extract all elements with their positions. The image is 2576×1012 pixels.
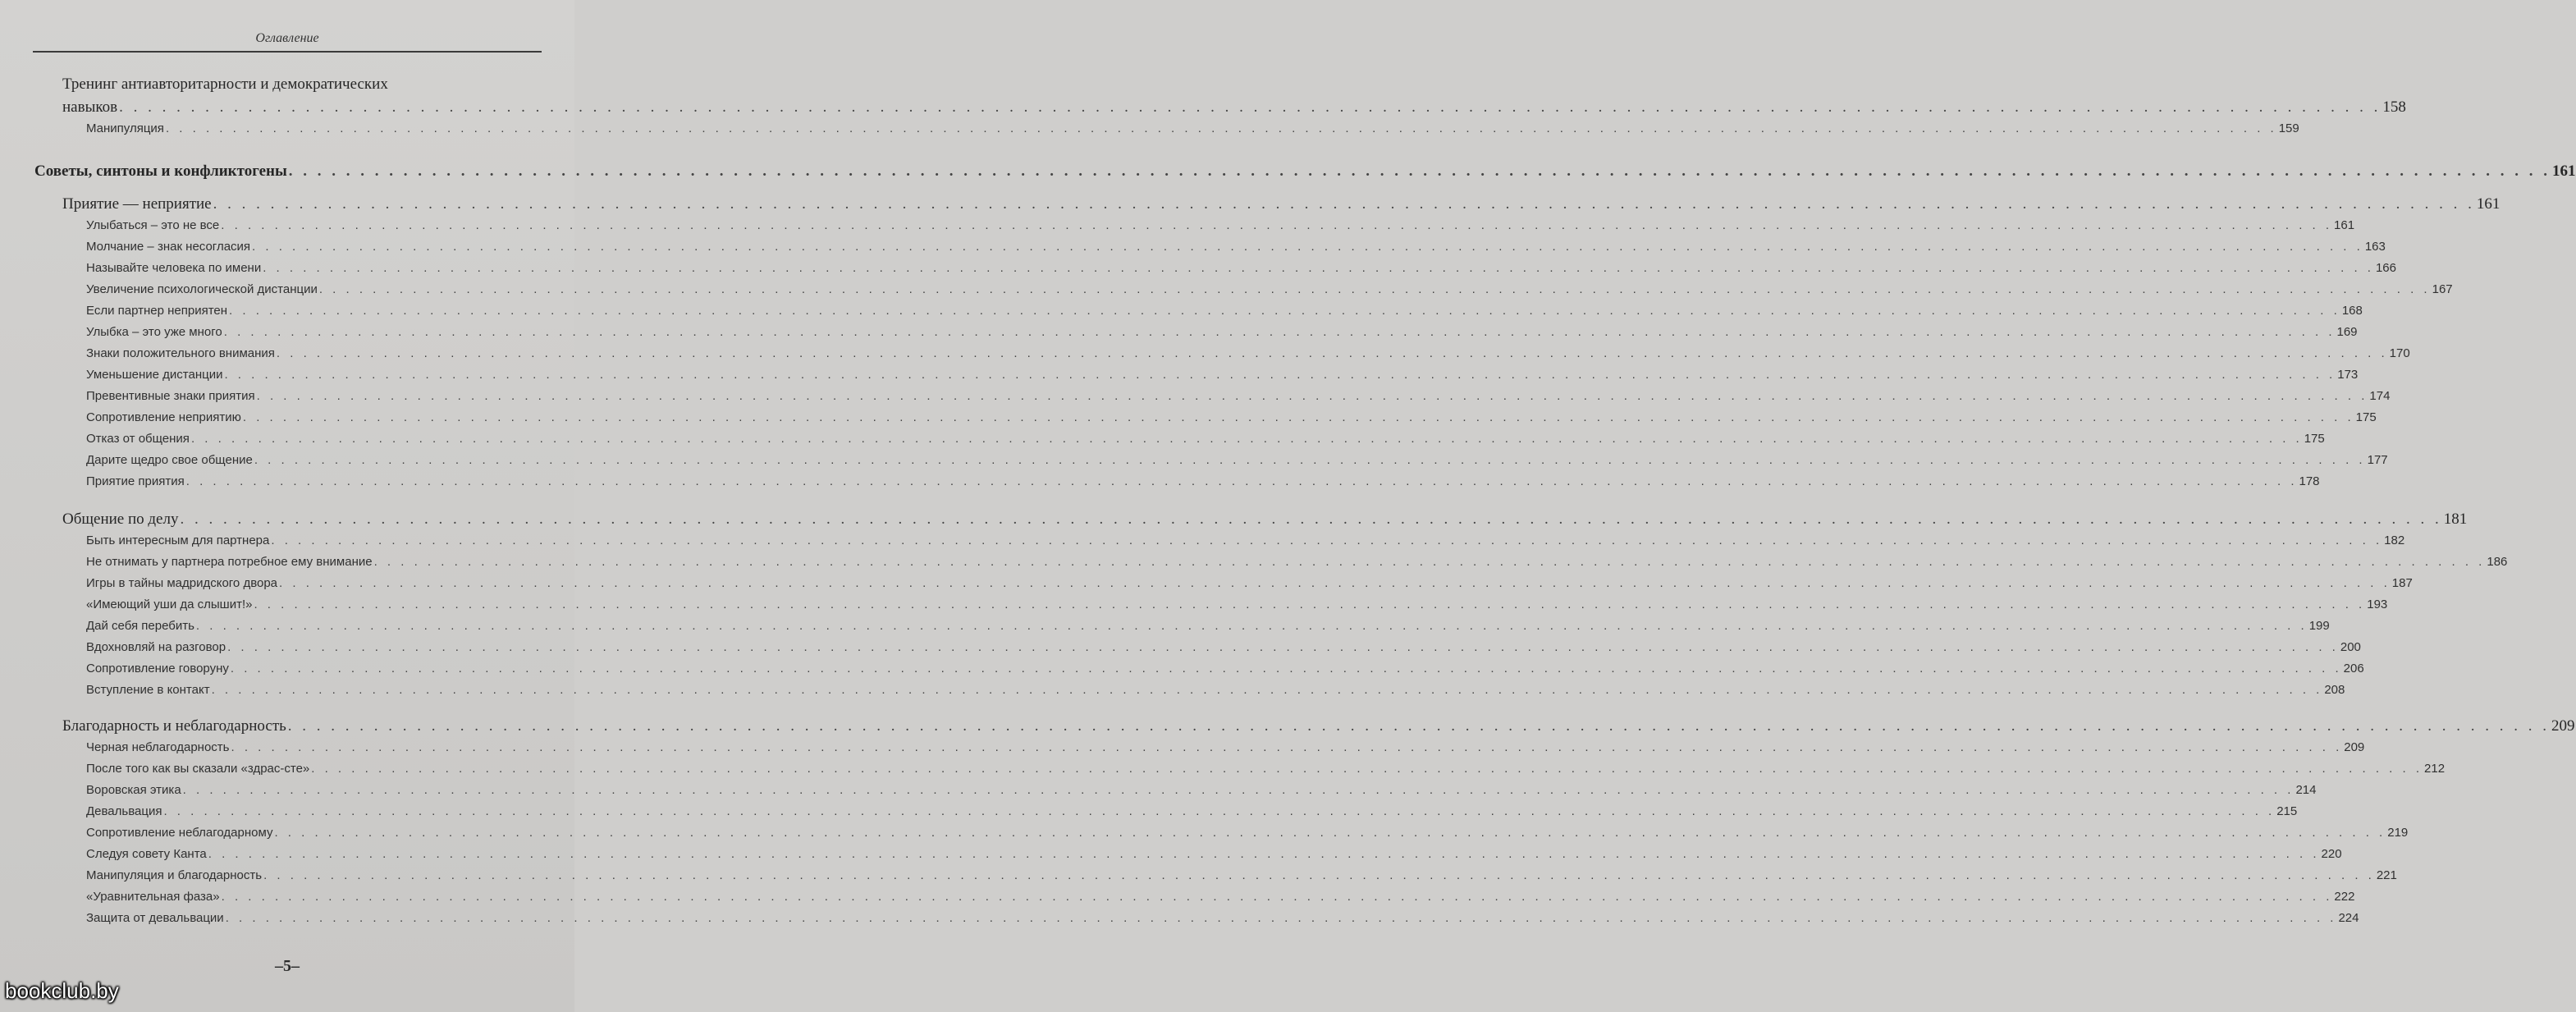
leader-dots xyxy=(277,346,2388,360)
toc-page-number: 163 xyxy=(2364,240,2386,254)
toc-chapter-title: Общение по делу xyxy=(62,511,179,528)
toc-item-title: Не отнимать у партнера потребное ему внимание xyxy=(86,555,373,569)
leader-dots xyxy=(311,762,2423,776)
toc-page-number: 208 xyxy=(2324,683,2345,697)
toc-chapter-title: Благодарность и неблагодарность xyxy=(62,717,286,735)
toc-item[interactable] xyxy=(86,576,2413,590)
toc-item[interactable] xyxy=(86,453,2388,467)
toc-item-title: Черная неблагодарность xyxy=(86,740,230,754)
toc-page-number: 215 xyxy=(2276,804,2298,818)
toc-item[interactable] xyxy=(86,640,2361,654)
toc-item[interactable] xyxy=(86,474,2320,488)
toc-page-number: 174 xyxy=(2369,389,2391,403)
toc-item[interactable] xyxy=(86,218,2355,232)
leader-dots xyxy=(163,804,2275,818)
toc-item-title: После того как вы сказали «здрас-сте» xyxy=(86,762,310,776)
toc-item[interactable] xyxy=(86,911,2359,925)
toc-item[interactable] xyxy=(86,389,2391,403)
toc-item[interactable] xyxy=(86,783,2317,797)
toc-page-number: 169 xyxy=(2336,325,2358,339)
leader-dots xyxy=(213,195,2475,213)
toc-item-title: Улыбаться – это не все xyxy=(86,218,220,232)
toc-item-title: Знаки положительного внимания xyxy=(86,346,275,360)
toc-page-number: 214 xyxy=(2295,783,2317,797)
leader-dots xyxy=(222,890,2333,904)
toc-item[interactable] xyxy=(86,662,2364,675)
toc-item[interactable] xyxy=(86,325,2358,339)
toc-chapter-training[interactable] xyxy=(62,98,2406,117)
leader-dots xyxy=(243,410,2354,424)
toc-page-number: 175 xyxy=(2355,410,2377,424)
toc-page-number: 168 xyxy=(2341,304,2363,318)
toc-item[interactable] xyxy=(86,121,2299,135)
watermark-text: bookclub.by xyxy=(5,978,119,1003)
toc-item-title: Вступление в контакт xyxy=(86,683,210,697)
toc-page-number: 170 xyxy=(2389,346,2410,360)
toc-item[interactable] xyxy=(86,240,2386,254)
toc-item-title: «Имеющий уши да слышит!» xyxy=(86,598,253,611)
toc-item[interactable] xyxy=(86,598,2388,611)
leader-dots xyxy=(180,511,2441,529)
toc-item[interactable] xyxy=(86,847,2342,861)
leader-dots xyxy=(319,282,2431,296)
toc-item[interactable] xyxy=(86,533,2405,547)
leader-dots xyxy=(227,640,2339,654)
toc-section[interactable] xyxy=(34,163,2576,181)
toc-item[interactable] xyxy=(86,804,2298,818)
toc-item[interactable] xyxy=(86,410,2377,424)
toc-item[interactable] xyxy=(86,555,2508,569)
toc-item[interactable] xyxy=(86,619,2330,633)
toc-item-title: Быть интересным для партнера xyxy=(86,533,270,547)
toc-item[interactable] xyxy=(86,826,2409,840)
toc-page-number: 181 xyxy=(2443,511,2468,528)
toc-page-number: 224 xyxy=(2338,911,2359,925)
toc-page-number: 199 xyxy=(2308,619,2330,633)
toc-item-title: Сопротивление неприятию xyxy=(86,410,241,424)
leader-dots xyxy=(186,474,2298,488)
toc-item[interactable] xyxy=(86,762,2446,776)
toc-item[interactable] xyxy=(86,683,2345,697)
toc-item[interactable] xyxy=(86,346,2410,360)
leader-dots xyxy=(254,598,2365,611)
leader-dots xyxy=(263,261,2374,275)
toc-item-title: Манипуляция и благодарность xyxy=(86,868,263,882)
toc-item-title: Вдохновляй на разговор xyxy=(86,640,226,654)
toc-page-number: 219 xyxy=(2387,826,2409,840)
header-rule xyxy=(33,51,542,53)
toc-item-title: Приятие приятия xyxy=(86,474,185,488)
toc-page-number: 161 xyxy=(2552,163,2576,180)
leader-dots xyxy=(224,368,2336,382)
page-number: –5– xyxy=(275,957,300,975)
leader-dots xyxy=(289,163,2551,181)
toc-page-number: 159 xyxy=(2278,121,2299,135)
toc-chapter-title-line2: навыков xyxy=(62,98,118,116)
toc-item-title: Называйте человека по имени xyxy=(86,261,262,275)
leader-dots xyxy=(208,847,2320,861)
toc-item-title: Следуя совету Канта xyxy=(86,847,207,861)
leader-dots xyxy=(229,304,2340,318)
toc-page-number: 186 xyxy=(2487,555,2508,569)
watermark xyxy=(0,975,574,1012)
toc-item-title: Дай себя перебить xyxy=(86,619,194,633)
header-title: Оглавление xyxy=(255,31,319,45)
toc-page-number: 200 xyxy=(2340,640,2361,654)
leader-dots xyxy=(183,783,2295,797)
toc-item-title: Игры в тайны мадридского двора xyxy=(86,576,278,590)
toc-item-title: Уменьшение дистанции xyxy=(86,368,223,382)
toc-item-title: Улыбка – это уже много xyxy=(86,325,222,339)
leader-dots xyxy=(224,325,2336,339)
toc-item-title: Если партнер неприятен xyxy=(86,304,228,318)
toc-item-title: Превентивные знаки приятия xyxy=(86,389,255,403)
toc-item-title: Дарите щедро свое общение xyxy=(86,453,253,467)
toc-chapter[interactable] xyxy=(62,195,2501,213)
leader-dots xyxy=(221,218,2332,232)
toc-page-number: 175 xyxy=(2304,432,2325,446)
toc-chapter-title-line1: Тренинг антиавторитарности и демократических xyxy=(62,76,388,93)
toc-item[interactable] xyxy=(86,740,2365,754)
toc-item-title: Воровская этика xyxy=(86,783,181,797)
toc-page-number: 173 xyxy=(2337,368,2359,382)
toc-page-number: 209 xyxy=(2344,740,2365,754)
toc-item-title: Сопротивление говоруну xyxy=(86,662,229,675)
toc-item[interactable] xyxy=(86,868,2397,882)
toc-item-title: Девальвация xyxy=(86,804,162,818)
toc-chapter[interactable] xyxy=(62,511,2468,529)
leader-dots xyxy=(374,555,2486,569)
toc-page-number: 158 xyxy=(2382,98,2406,116)
leader-dots xyxy=(252,240,2363,254)
leader-dots xyxy=(119,98,2381,117)
toc-page-number: 206 xyxy=(2343,662,2364,675)
toc-page-number: 212 xyxy=(2424,762,2446,776)
toc-item[interactable] xyxy=(86,261,2396,275)
toc-page-number: 178 xyxy=(2299,474,2320,488)
leader-dots xyxy=(231,662,2342,675)
toc-item[interactable] xyxy=(86,890,2355,904)
leader-dots xyxy=(271,533,2382,547)
toc-chapter-title: Приятие — неприятие xyxy=(62,195,212,213)
toc-page-number: 161 xyxy=(2476,195,2501,213)
leader-dots xyxy=(263,868,2375,882)
toc-page-number: 193 xyxy=(2367,598,2388,611)
toc-item-title: Защита от девальвации xyxy=(86,911,224,925)
toc-item-title: Отказ от общения xyxy=(86,432,190,446)
toc-page-number: 187 xyxy=(2391,576,2413,590)
leader-dots xyxy=(279,576,2391,590)
toc-page-number: 182 xyxy=(2384,533,2405,547)
toc-item[interactable] xyxy=(86,368,2359,382)
leader-dots xyxy=(274,826,2386,840)
toc-page-number: 221 xyxy=(2376,868,2397,882)
toc-item[interactable] xyxy=(86,432,2325,446)
leader-dots xyxy=(231,740,2342,754)
toc-item-title: Увеличение психологической дистанции xyxy=(86,282,318,296)
leader-dots xyxy=(212,683,2323,697)
leader-dots xyxy=(166,121,2277,135)
leader-dots xyxy=(257,389,2368,403)
leader-dots xyxy=(196,619,2308,633)
leader-dots xyxy=(254,453,2366,467)
toc-item-title: Сопротивление неблагодарному xyxy=(86,826,273,840)
toc-item[interactable] xyxy=(86,304,2363,318)
toc-page-number: 209 xyxy=(2551,717,2575,735)
running-header xyxy=(33,25,542,53)
toc-item[interactable] xyxy=(86,282,2453,296)
toc-page-number: 166 xyxy=(2375,261,2396,275)
toc-section-title: Советы, синтоны и конфликтогены xyxy=(34,163,287,180)
toc-page-number: 220 xyxy=(2321,847,2342,861)
toc-page-number: 161 xyxy=(2334,218,2355,232)
toc-chapter[interactable] xyxy=(62,717,2575,735)
toc-item-title: Молчание – знак несогласия xyxy=(86,240,251,254)
leader-dots xyxy=(191,432,2303,446)
toc-page-number: 222 xyxy=(2334,890,2355,904)
toc-item-title: Манипуляция xyxy=(86,121,164,135)
leader-dots xyxy=(288,717,2550,735)
toc-page-number: 177 xyxy=(2367,453,2388,467)
toc-page-number: 167 xyxy=(2432,282,2453,296)
toc-item-title: «Уравнительная фаза» xyxy=(86,890,220,904)
leader-dots xyxy=(226,911,2337,925)
